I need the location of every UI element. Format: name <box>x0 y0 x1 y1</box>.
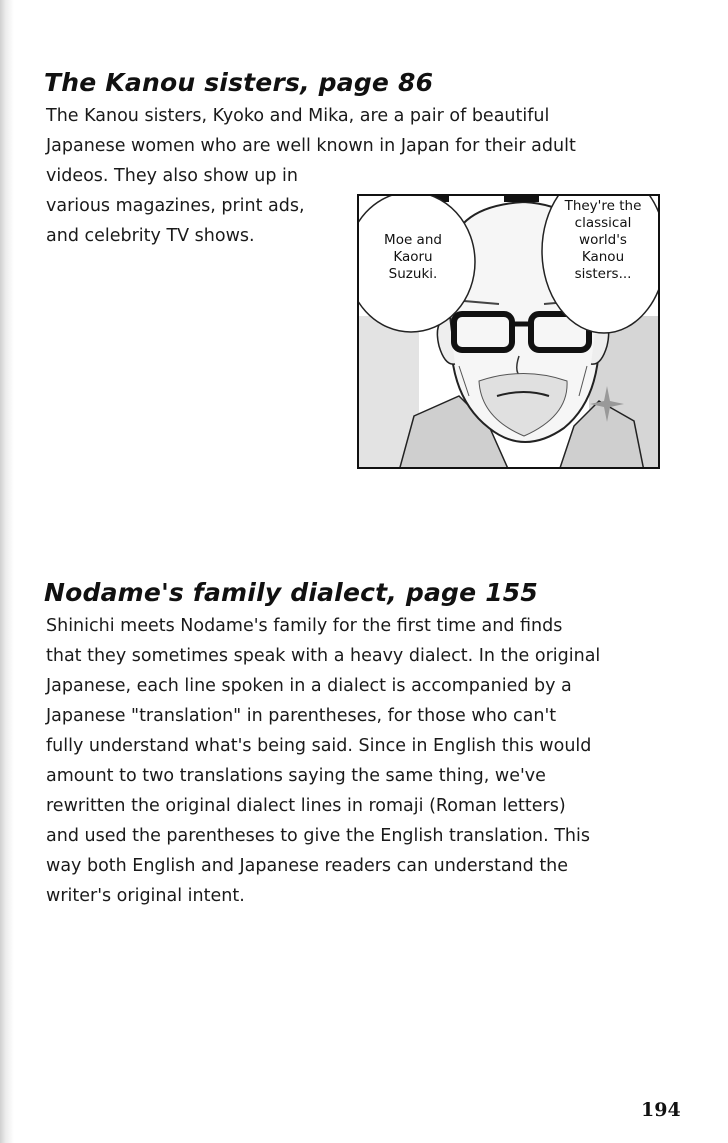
paragraph-line: Japanese, each line spoken in a dialect is accompanied by a <box>46 676 572 696</box>
page-edge-shadow <box>0 0 14 1143</box>
paragraph-line: The Kanou sisters, Kyoko and Mika, are a pair of beautiful <box>46 106 550 126</box>
paragraph-line: fully understand what's being said. Since in English this would <box>46 736 592 756</box>
section-heading-family-dialect: Nodame's family dialect, page 155 <box>44 578 538 607</box>
paragraph-line: way both English and Japanese readers can understand the <box>46 856 569 876</box>
paragraph-line: Japanese women who are well known in Japan for their adult <box>46 136 576 156</box>
speech-bubble-left <box>373 232 453 283</box>
speech-bubble-line: Suzuki. <box>388 266 438 282</box>
section-heading-kanou-sisters: The Kanou sisters, page 86 <box>44 68 434 97</box>
paragraph-line: videos. They also show up in <box>46 166 298 186</box>
paragraph-line: and celebrity TV shows. <box>46 226 255 246</box>
paragraph-line: that they sometimes speak with a heavy dialect. In the original <box>46 646 601 666</box>
speech-bubble-line: classical <box>574 215 632 231</box>
page-number: 194 <box>641 1099 681 1121</box>
paragraph-line: Japanese "translation" in parentheses, for those who can't <box>46 706 557 726</box>
comic-panel-illustration <box>357 194 660 469</box>
speech-bubble-right <box>555 198 651 283</box>
speech-bubble-line: Kaoru <box>393 249 433 265</box>
paragraph-line: writer's original intent. <box>46 886 245 906</box>
speech-bubble-line: Kanou <box>581 249 625 265</box>
paragraph-line: and used the parentheses to give the English translation. This <box>46 826 591 846</box>
paragraph-line: rewritten the original dialect lines in romaji (Roman letters) <box>46 796 566 816</box>
speech-bubble-line: sisters... <box>574 266 632 282</box>
paragraph-line: amount to two translations saying the same thing, we've <box>46 766 546 786</box>
paragraph-line: Shinichi meets Nodame's family for the first time and finds <box>46 616 563 636</box>
paragraph-line: various magazines, print ads, <box>46 196 305 216</box>
speech-bubble-line: They're the <box>564 198 642 214</box>
speech-bubble-line: world's <box>579 232 627 248</box>
speech-bubble-line: Moe and <box>384 232 442 248</box>
